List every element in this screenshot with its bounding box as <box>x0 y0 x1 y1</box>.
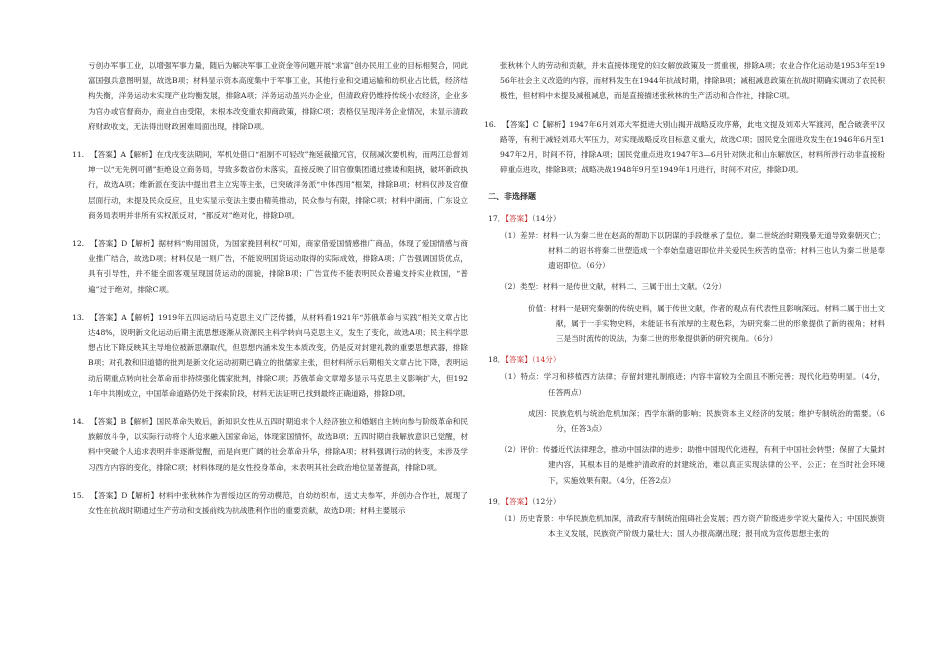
points: （14分） <box>531 213 561 223</box>
question-18 <box>488 352 885 488</box>
answer-item <box>72 147 468 223</box>
question-18-parts <box>500 369 885 487</box>
item-text: 【答案】A【解析】在戊戌变法期间，军机处借口“祖制不可轻改”拖延裁撤冗官，仅削减次要机构，而两江总督刘坤一以“无先例可循”拒绝设立商务局，导致多数省份未落实，直接反映了旧官僚集团通过推诿和阻挠，破坏新政执行，故选A项；维新派在变法中提出君主立宪等主张，已突破洋务派“中体西用”框架，排除B项；材料仅涉及官僚层面行动，未提及民众反应，且史实显示变法主要由精英推动，民众参与有限，排除C项；材料中湖南、广东设立商务局表明并非所有实权派反对，“都反对”绝对化，排除D项。 <box>88 150 468 220</box>
question-19-parts <box>500 511 885 541</box>
answer-item <box>72 488 468 518</box>
question-19 <box>488 494 885 542</box>
question-19-header <box>488 494 885 509</box>
answer-tag: 【答案】 <box>505 355 532 365</box>
question-number: 17． <box>488 213 506 223</box>
question-number: 18． <box>488 355 506 365</box>
answer-part <box>500 301 885 347</box>
answer-part <box>500 511 885 541</box>
part-text: 民族危机与统治危机加深；西学东渐的影响；民族资本主义经济的发展；维护专制统治的需要。（6分，任答3点） <box>551 408 885 434</box>
answer-item <box>72 236 468 297</box>
item-number: 16. <box>484 119 497 129</box>
part-label: （1）差异： <box>500 230 543 240</box>
part-text: 材料一认为秦二世在赵高的帮助下以阴谋的手段继承了皇位。秦二世统治时期残暴无道导致秦朝灭亡；材料二的诏书将秦二世塑造成一个奉始皇遗诏即位并关爱民生疾苦的皇帝；材料三也认为秦二世是奉遗诏即位。（6分） <box>542 230 885 271</box>
answer-item <box>72 310 468 401</box>
item-text: 【答案】A【解析】1919年五四运动后马克思主义广泛传播，从材料看1921年“苏俄革命与实践”相关文章占比达48%，说明新文化运动后期主流思想逐渐从资源民主科学转向马克思主义，发生了变化，故选A项；民主科学思想占比下降反映其主导地位被新思潮取代，但思想内涵未发生本质改变，仍是反对封建礼教的重要思想武器，排除B项；对孔教和旧道德的批判是新文化运动初期已确立的批儒家主张，但材料所示后期相关文章占比下降，表明运动后期重点转向社会革命而非持续强化儒家批判，排除C项；苏俄革命文章增多显示马克思主义影响扩大，但1921年中共刚成立，中国革命道路仍处于探索阶段，材料无法证明已找到最终正确道路，排除D项。 <box>88 312 468 398</box>
part-text: 材料一是传世文献，材料二、三属于出土文献。（2分） <box>542 282 727 292</box>
answer-tag: 【答案】 <box>505 496 532 506</box>
part-label: （2）类型： <box>500 282 543 292</box>
question-18-header <box>488 352 885 367</box>
part-label: （2）评价： <box>500 445 543 455</box>
answer-tag: 【答案】 <box>505 213 532 223</box>
left-answer-list <box>72 147 468 518</box>
item-number: 11. <box>72 150 85 160</box>
part-label: （1）特点： <box>500 372 544 382</box>
answer-item <box>72 414 468 475</box>
part-text: 材料一是研究秦朝的传统史料，属于传世文献，作者的观点有代表性且影响深远。材料二属于出土文献，属于一手实物史料，未能证书有浓厚的主观色彩，为研究秦二世的形象提供了新的视角；材料三是当时流传的说法，为秦二世的形象提供新的研究视角。（6分） <box>550 303 886 344</box>
points: （14分） <box>531 355 561 365</box>
right-column <box>484 0 886 547</box>
item-number: 13. <box>72 312 85 322</box>
question-number: 19． <box>488 496 506 506</box>
item-number: 14. <box>72 417 85 427</box>
answer-part <box>500 442 885 488</box>
part-label: 成因： <box>528 408 552 418</box>
item-number: 15. <box>72 490 85 500</box>
question-17 <box>488 211 886 347</box>
part-text: 传播近代法律理念，推动中国法律的进步；助推中国现代化进程，有利于中国社会转型；保留了大量封建内容，其根本目的是维护清政府的封建统治，难以真正实现法律的公平、公正；在当时社会环境下，实施效果有限。（4分，任答2点） <box>542 445 885 485</box>
part-text: 中华民族危机加深，清政府专制统治阻碍社会发展；西方资产阶级进步学说大量传入；中国民族资本主义发展，民族资产阶级力量壮大；国人办报高潮出现；报刊成为宣传思想主张的 <box>548 514 885 539</box>
answer-part <box>500 228 885 274</box>
item-text: 【答案】C【解析】1947年6月刘邓大军挺进大别山揭开战略反攻序幕，此电文提及刘邓大军渡河，配合破袭平汉路等，有利于减轻刘邓大军压力，对实现战略反攻目标意义重大，故选C项；国民党全面进攻发生在1946年6月至1947年2月，时间不符，排除A项；国民党重点进攻1947年3—6月针对陕北和山东解放区，材料所涉行动非直接粉碎重点进攻，排除B项；战略决战1948年9月至1949年1月进行，时间不对应，排除D项。 <box>500 119 885 175</box>
points: （12分） <box>531 496 561 506</box>
continued-paragraph: 亏创办军事工业，以增强军事力量，随后为解决军事工业资金等问题开展“求富”创办民用工业的目标相契合，同此富国强兵意图明显，故选B项；材料显示资本高度集中于军事工业，其他行业和交通运输和纺织业占比低，经济结构失衡，洋务运动未实现产业均衡发展，排除A项；洋务运动虽兴办企业，但清政府仍维持传统小农经济，企业多为官办或官督商办，商业自由受限，未根本改变重农抑商政策，排除C项；表格仅呈现洋务企业情况，未显示清政府财政收支，无法得出财政困难局面出现，排除D项。 <box>88 61 468 131</box>
left-column <box>72 0 468 518</box>
section-title: 二、非选择题 <box>488 192 536 202</box>
answer-part <box>500 406 885 436</box>
continued-paragraph-right: 张秋林个人的劳动和贡献，并未直接体现党的妇女解放政策及一贯重视，排除A项；农业合作化运动是1953年至1956年社会主义改造的内容，而材料发生在1944年抗战时期，排除B项；减租减息政策在抗战时期确实调动了农民积极性，但材料中未提及减租减息，而是直接描述张秋林的生产活动和合作社，排除C项。 <box>500 61 885 101</box>
part-label: （1）历史背景： <box>500 514 559 524</box>
answer-part <box>500 369 885 399</box>
item-text: 【答案】D【解析】材料中张秋林作为晋绥边区的劳动模范，自幼纺织布，送丈夫参军，并创办合作社，展现了女性在抗战时期通过生产劳动和支援前线为抗战胜利作出的重要贡献，故选D项；材料主要展示 <box>88 490 468 516</box>
part-text: 学习和移植西方法律；存留封建礼制痕迹；内容丰富较为全面且不断完善；现代化趋势明显。（4分，任答两点） <box>543 372 885 397</box>
question-17-parts <box>500 228 885 346</box>
item-text: 【答案】B【解析】国民革命失败后，新知识女性从五四时期追求个人经济独立和婚姻自主转向参与阶级革命和民族解放斗争，以实际行动将个人追求融入国家命运，体现家国情怀，故选B项；五四时期自我解放意识已觉醒，材料中突破个人追求表明并非逐渐觉醒，而是向更广阔的社会革命升华，排除A项；材料强调行动的转变，未涉及学习西方内容的变化，排除C项；材料体现的是女性投身革命，未表明其社会政治地位显著提高，排除D项。 <box>88 417 468 472</box>
question-17-header <box>488 211 885 226</box>
item-text: 【答案】D【解析】据材料“购用国货，为国家挽回利权”可知，商家借爱国情感推广商品，体现了爱国情感与商业推广结合，故选D项；材料仅是一则广告，不能说明国货运动取得的实际成效，排除A项；广告强调国货优点，具有引导性，并不能全面客观呈现国货运动的面貌，排除B项；广告宣传不能表明民众普遍支持实业救国，“普遍”过于绝对，排除C项。 <box>88 239 468 294</box>
answer-item-16 <box>484 117 885 178</box>
item-number: 12. <box>72 239 85 249</box>
part-label: 价值： <box>528 303 551 313</box>
answer-part <box>500 279 885 294</box>
